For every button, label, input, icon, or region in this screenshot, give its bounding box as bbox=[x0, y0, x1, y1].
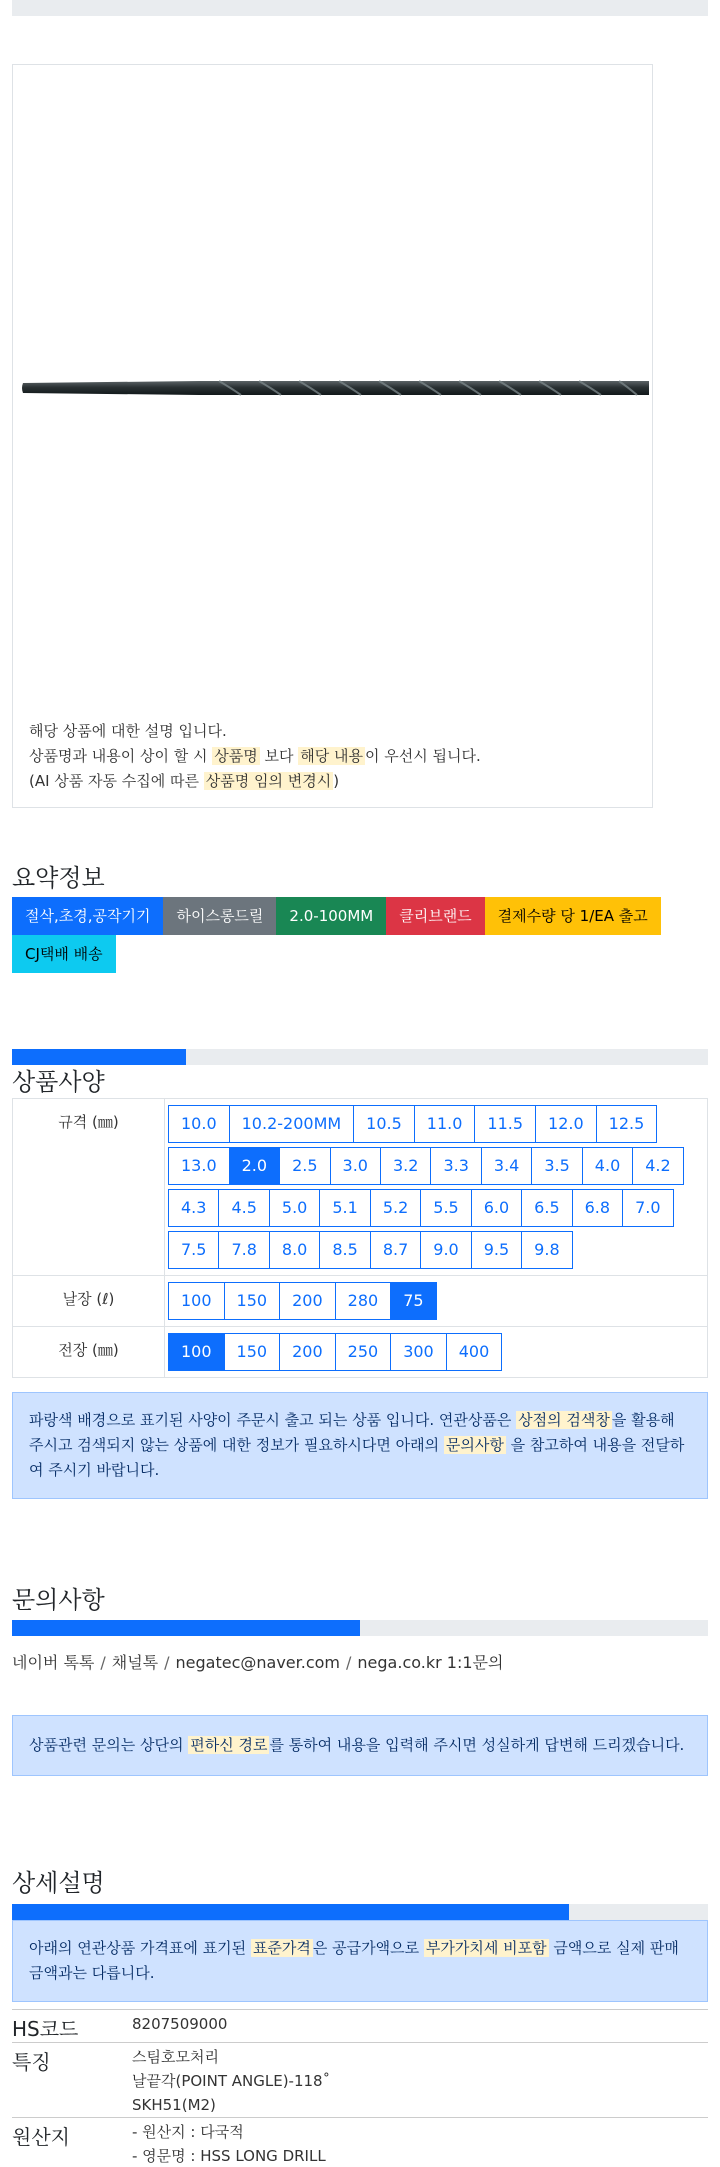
link-one-to-one-inquiry[interactable]: nega.co.kr 1:1문의 bbox=[357, 1653, 504, 1672]
info-key-hs-code: HS코드 bbox=[12, 2010, 132, 2043]
option-size-6-8[interactable]: 6.8 bbox=[572, 1189, 623, 1227]
option-overall-100-selected[interactable]: 100 bbox=[168, 1333, 225, 1371]
product-info-table bbox=[12, 2009, 708, 2167]
info-val-origin bbox=[132, 2118, 708, 2167]
option-flute-150[interactable]: 150 bbox=[224, 1282, 281, 1320]
option-size-5-5[interactable]: 5.5 bbox=[420, 1189, 471, 1227]
desc-line-2: 상품명과 내용이 상이 할 시 상품명 보다 해당 내용 이 우선시 됩니다. bbox=[29, 747, 481, 765]
option-size-12-0[interactable]: 12.0 bbox=[535, 1105, 597, 1143]
info-row-features bbox=[12, 2043, 708, 2118]
link-separator: / bbox=[100, 1653, 106, 1672]
top-progress-bar bbox=[12, 0, 708, 16]
option-flute-100[interactable]: 100 bbox=[168, 1282, 225, 1320]
option-overall-200[interactable]: 200 bbox=[279, 1333, 336, 1371]
badge-brand: 클리브랜드 bbox=[386, 897, 484, 935]
option-overall-250[interactable]: 250 bbox=[335, 1333, 392, 1371]
option-overall-150[interactable]: 150 bbox=[224, 1333, 281, 1371]
spec-notice-alert: 파랑색 배경으로 표기된 사양이 주문시 출고 되는 상품 입니다. 연관상품은 상점의 검색창 을 활용해 주시고 검색되지 않는 상품에 대한 정보가 필요하시다면 아래의 문의사항 을 참고하여 내용을 전달하여 주시기 바랍니다. bbox=[12, 1392, 708, 1499]
option-overall-400[interactable]: 400 bbox=[446, 1333, 503, 1371]
option-size-11-0[interactable]: 11.0 bbox=[414, 1105, 476, 1143]
spec-row-flute-length bbox=[13, 1276, 708, 1327]
option-size-3-3[interactable]: 3.3 bbox=[430, 1147, 481, 1185]
option-size-13-0[interactable]: 13.0 bbox=[168, 1147, 230, 1185]
option-size-3-4[interactable]: 3.4 bbox=[481, 1147, 532, 1185]
detail-progress-bar bbox=[12, 1904, 708, 1920]
link-naver-talk[interactable]: 네이버 톡톡 bbox=[12, 1653, 95, 1672]
option-size-12-5[interactable]: 12.5 bbox=[596, 1105, 658, 1143]
detail-title: 상세설명 bbox=[12, 1869, 105, 1897]
info-row-origin bbox=[12, 2118, 708, 2167]
detail-notice-alert: 아래의 연관상품 가격표에 표기된 표준가격 은 공급가액으로 부가가치세 비포함 금액으로 실제 판매금액과는 다릅니다. bbox=[12, 1920, 708, 2002]
contact-notice-alert: 상품관련 문의는 상단의 편하신 경로 를 통하여 내용을 입력해 주시면 성실하게 답변해 드리겠습니다. bbox=[12, 1715, 708, 1776]
spec-table bbox=[12, 1098, 708, 1378]
spec-label-size: 규격 (㎜) bbox=[13, 1099, 165, 1276]
spec-options-flute-length bbox=[165, 1276, 708, 1327]
contact-progress-fill bbox=[12, 1620, 360, 1636]
detail-progress-fill bbox=[12, 1904, 569, 1920]
desc-line-3: (AI 상품 자동 수집에 따른 상품명 임의 변경시 ) bbox=[29, 772, 340, 790]
summary-title: 요약정보 bbox=[12, 864, 105, 892]
option-flute-280[interactable]: 280 bbox=[335, 1282, 392, 1320]
option-size-2-5[interactable]: 2.5 bbox=[279, 1147, 330, 1185]
option-size-3-0[interactable]: 3.0 bbox=[330, 1147, 381, 1185]
option-size-7-5[interactable]: 7.5 bbox=[168, 1231, 219, 1269]
option-size-8-7[interactable]: 8.7 bbox=[370, 1231, 421, 1269]
feature-line: 날끝각(POINT ANGLE)-118˚ bbox=[132, 2072, 331, 2090]
desc-line-1: 해당 상품에 대한 설명 입니다. bbox=[29, 722, 227, 740]
spec-options-overall-length bbox=[165, 1327, 708, 1378]
spec-row-size bbox=[13, 1099, 708, 1276]
info-val-hs-code: 8207509000 bbox=[132, 2010, 708, 2043]
link-separator: / bbox=[346, 1653, 352, 1672]
spec-label-flute-length: 날장 (ℓ) bbox=[13, 1276, 165, 1327]
option-overall-300[interactable]: 300 bbox=[390, 1333, 447, 1371]
origin-line: - 영문명 : HSS LONG DRILL bbox=[132, 2147, 326, 2165]
option-flute-200[interactable]: 200 bbox=[279, 1282, 336, 1320]
badge-product-type: 하이스롱드릴 bbox=[163, 897, 276, 935]
contact-title: 문의사항 bbox=[12, 1586, 105, 1614]
product-image-card bbox=[12, 64, 653, 808]
option-size-4-3[interactable]: 4.3 bbox=[168, 1189, 219, 1227]
badge-shipping-unit: 결제수량 당 1/EA 출고 bbox=[485, 897, 661, 935]
option-size-3-2[interactable]: 3.2 bbox=[380, 1147, 431, 1185]
info-key-features: 특징 bbox=[12, 2043, 132, 2118]
link-separator: / bbox=[164, 1653, 170, 1672]
feature-line: 스팀호모처리 bbox=[132, 2048, 219, 2066]
option-size-10-5[interactable]: 10.5 bbox=[353, 1105, 415, 1143]
option-size-8-5[interactable]: 8.5 bbox=[319, 1231, 370, 1269]
link-email[interactable]: negatec@naver.com bbox=[175, 1653, 341, 1672]
option-flute-75-selected[interactable]: 75 bbox=[390, 1282, 436, 1320]
contact-links bbox=[12, 1650, 503, 1673]
origin-line: - 원산지 : 다국적 bbox=[132, 2123, 244, 2141]
spec-row-overall-length bbox=[13, 1327, 708, 1378]
summary-badges bbox=[12, 897, 708, 973]
option-size-9-0[interactable]: 9.0 bbox=[420, 1231, 471, 1269]
option-size-5-2[interactable]: 5.2 bbox=[370, 1189, 421, 1227]
option-size-7-0[interactable]: 7.0 bbox=[622, 1189, 673, 1227]
option-size-3-5[interactable]: 3.5 bbox=[531, 1147, 582, 1185]
option-size-10-0[interactable]: 10.0 bbox=[168, 1105, 230, 1143]
badge-category: 절삭,초경,공작기기 bbox=[12, 897, 163, 935]
option-size-4-0[interactable]: 4.0 bbox=[582, 1147, 633, 1185]
feature-line: SKH51(M2) bbox=[132, 2096, 216, 2114]
spec-title: 상품사양 bbox=[12, 1068, 105, 1096]
option-size-4-2[interactable]: 4.2 bbox=[632, 1147, 683, 1185]
option-size-7-8[interactable]: 7.8 bbox=[218, 1231, 269, 1269]
info-key-origin: 원산지 bbox=[12, 2118, 132, 2167]
product-description-notes bbox=[29, 719, 481, 794]
badge-size-range: 2.0-100MM bbox=[276, 897, 386, 935]
info-row-hs-code bbox=[12, 2010, 708, 2043]
drill-image bbox=[19, 375, 649, 401]
spec-progress-bar bbox=[12, 1049, 708, 1065]
option-size-6-0[interactable]: 6.0 bbox=[471, 1189, 522, 1227]
option-size-10-2-200mm[interactable]: 10.2-200MM bbox=[229, 1105, 355, 1143]
contact-progress-bar bbox=[12, 1620, 708, 1636]
badge-courier: CJ택배 배송 bbox=[12, 935, 116, 973]
info-val-features bbox=[132, 2043, 708, 2118]
option-size-9-5[interactable]: 9.5 bbox=[471, 1231, 522, 1269]
option-size-4-5[interactable]: 4.5 bbox=[218, 1189, 269, 1227]
option-size-2-0-selected[interactable]: 2.0 bbox=[229, 1147, 280, 1185]
option-size-8-0[interactable]: 8.0 bbox=[269, 1231, 320, 1269]
option-size-5-0[interactable]: 5.0 bbox=[269, 1189, 320, 1227]
option-size-6-5[interactable]: 6.5 bbox=[521, 1189, 572, 1227]
option-size-11-5[interactable]: 11.5 bbox=[474, 1105, 536, 1143]
spec-label-overall-length: 전장 (㎜) bbox=[13, 1327, 165, 1378]
link-channel-talk[interactable]: 채널톡 bbox=[111, 1653, 159, 1672]
option-size-9-8[interactable]: 9.8 bbox=[521, 1231, 572, 1269]
option-size-5-1[interactable]: 5.1 bbox=[319, 1189, 370, 1227]
spec-options-size bbox=[165, 1099, 708, 1276]
